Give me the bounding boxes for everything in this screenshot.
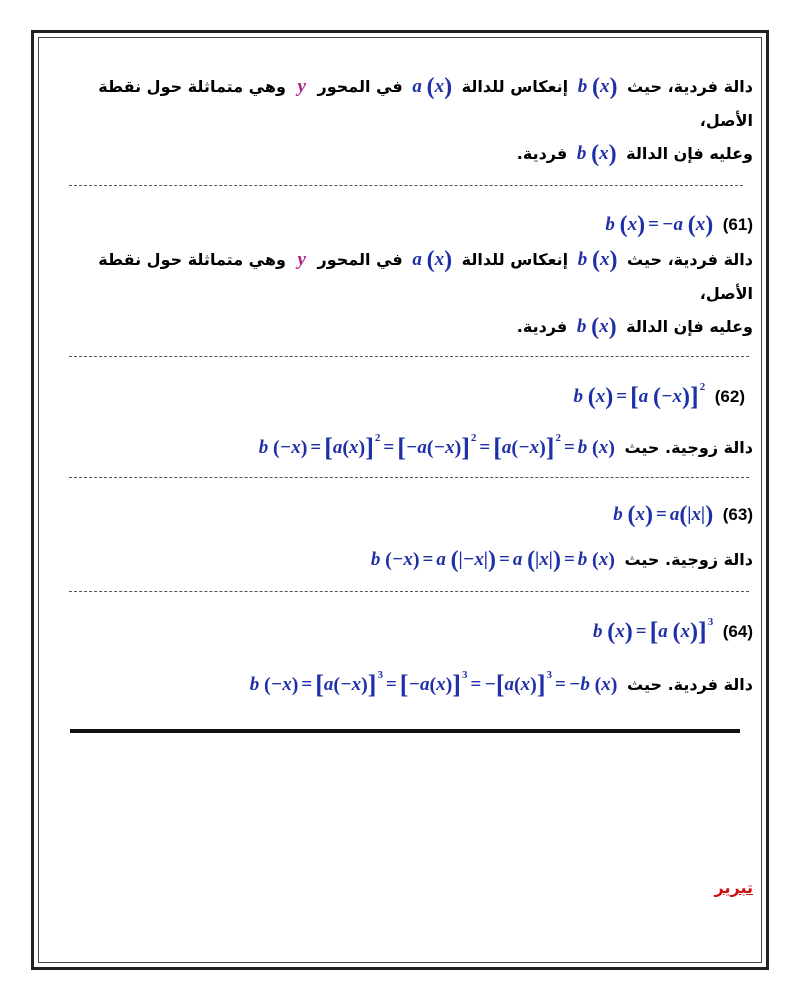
problem-63: (63) b (x) = a(|x|) bbox=[613, 502, 753, 528]
explanation-line-1: دالة فردية، حيث b (x) إنعكاس للدالة a (x) في المحور y وهي متماثلة حول نقطة الأصل، bbox=[98, 74, 753, 130]
explanation-63: دالة زوجية. حيث b (−x) = a (|−x|) = a (|x|) = b (x) bbox=[370, 547, 753, 573]
problem-62: (62) b (x) = [a (−x)]$^2$ bbox=[573, 381, 745, 411]
explanation-line-2: وعليه فإن الدالة b (x) فردية. bbox=[516, 141, 753, 167]
divider-dashed bbox=[69, 185, 743, 186]
explanation-62: دالة زوجية. حيث b $(-x) = [a(x)]^2 = [-a(-x)]^2 = [a(-x)]^2 = b$ (x) bbox=[258, 432, 753, 462]
divider-dashed bbox=[69, 477, 749, 478]
explanation-61-line-2: وعليه فإن الدالة b (x) فردية. bbox=[516, 314, 753, 340]
problem-61: (61) b (x) = −a (x) bbox=[605, 212, 753, 238]
section-end-rule bbox=[70, 729, 740, 733]
divider-dashed bbox=[69, 591, 749, 592]
divider-dashed bbox=[69, 356, 749, 357]
justify-link[interactable]: تبرير bbox=[714, 878, 753, 897]
problem-64: (64) b (x) = [a (x)]$^3$ bbox=[593, 616, 753, 646]
worksheet-content bbox=[65, 70, 753, 702]
explanation-61-line-1: دالة فردية، حيث b (x) إنعكاس للدالة a (x) في المحور y وهي متماثلة حول نقطة الأصل، bbox=[98, 247, 753, 303]
explanation-64: دالة فردية. حيث b $(-x) = [a(-x)]^3 = [-a(x)]^3 = -[a(x)]^3 = -b$ (x) bbox=[249, 669, 753, 699]
